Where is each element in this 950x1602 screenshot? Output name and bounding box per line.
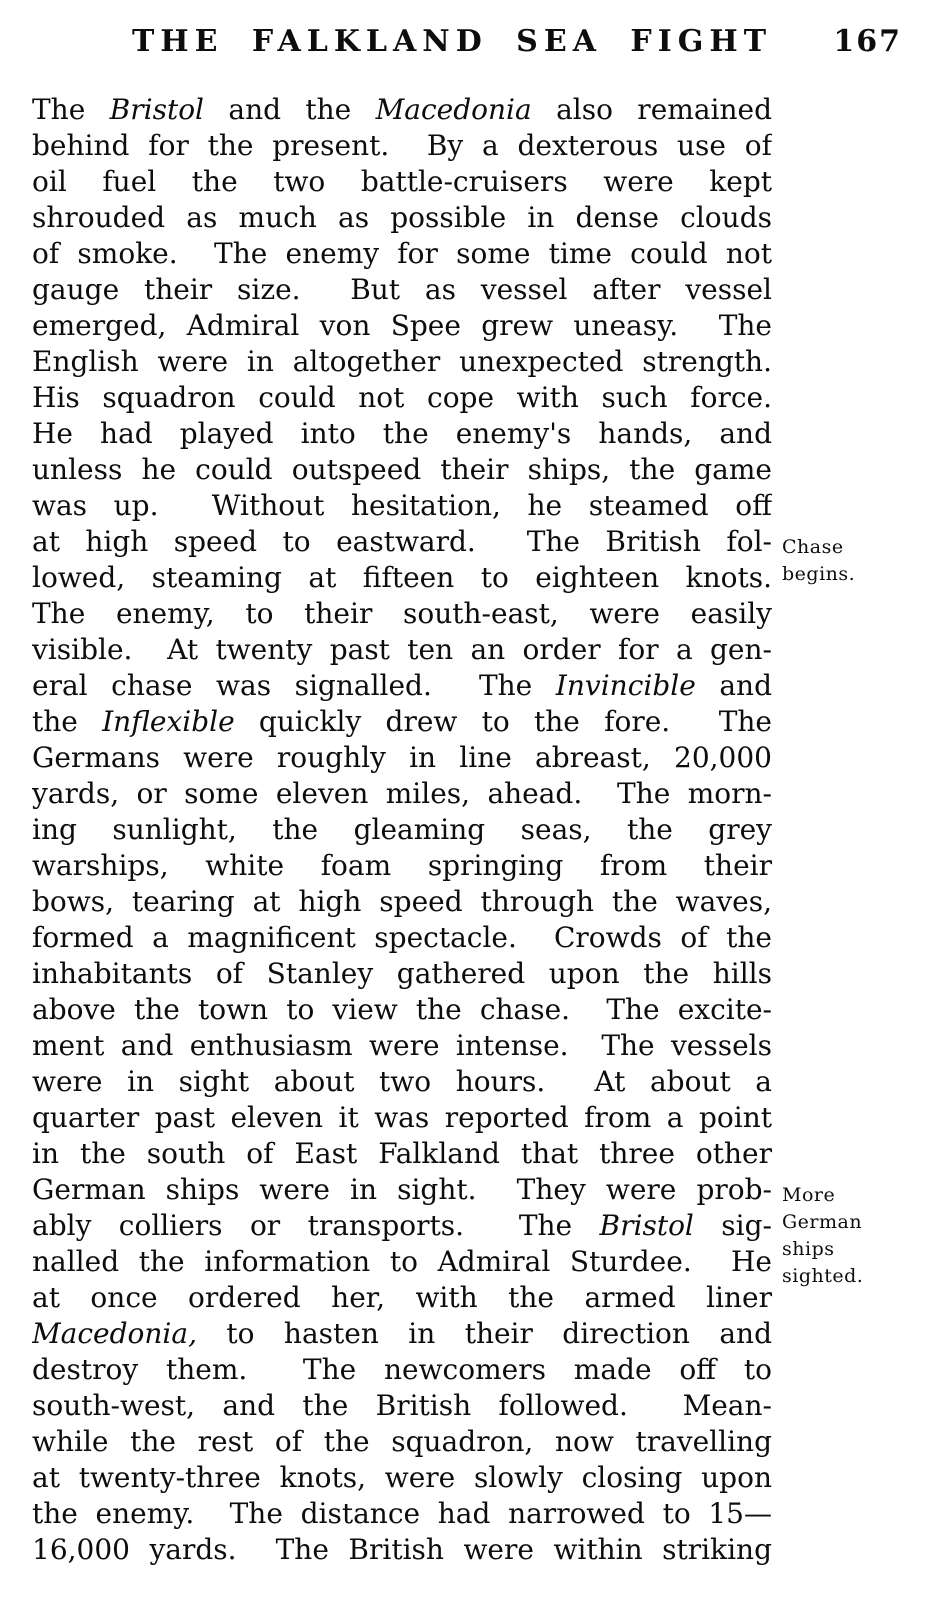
text-segment: quickly drew to the fore. The [234, 705, 772, 738]
text-line [32, 416, 772, 452]
text-line [32, 740, 772, 776]
text-line [32, 1172, 772, 1208]
margin-note-line: Chase [782, 536, 844, 558]
text-line [32, 488, 772, 524]
text-segment: Germans were roughly in line abreast, 20,000 [32, 741, 772, 774]
text-line [32, 1100, 772, 1136]
text-line [32, 200, 772, 236]
text-line [32, 344, 772, 380]
text-line [32, 272, 772, 308]
text-segment: south-west, and the British followed. Mean- [32, 1389, 772, 1422]
text-segment: formed a magnificent spectacle. Crowds of the [32, 921, 772, 954]
text-line [32, 1424, 772, 1460]
text-segment: was up. Without hesitation, he steamed off [32, 489, 772, 522]
text-line [32, 1244, 772, 1280]
text-segment: at high speed to eastward. The British fol- [32, 525, 772, 558]
text-segment: sig- [693, 1209, 772, 1242]
text-line [32, 380, 772, 416]
text-line [32, 1316, 772, 1352]
margin-note-line: More [782, 1184, 836, 1206]
text-segment: destroy them. The newcomers made off to [32, 1353, 772, 1386]
text-segment: His squadron could not cope with such force. [32, 381, 772, 414]
text-line [32, 1352, 772, 1388]
text-segment: emerged, Admiral von Spee grew uneasy. The [32, 309, 772, 342]
margin-note-line: ships [782, 1238, 835, 1260]
text-line [32, 128, 772, 164]
running-header [32, 24, 910, 64]
text-line [32, 1208, 772, 1244]
text-segment: The [32, 93, 110, 126]
text-line [32, 560, 772, 596]
text-segment: The enemy, to their south-east, were easily [32, 597, 772, 630]
text-segment: and [695, 669, 772, 702]
body-text [32, 92, 910, 1568]
text-segment: the [32, 705, 103, 738]
page-title: THE FALKLAND SEA FIGHT [131, 24, 773, 59]
text-segment: and the [204, 93, 376, 126]
text-segment: lowed, steaming at fifteen to eighteen knots. [32, 561, 772, 594]
text-segment: to hasten in their direction and [196, 1317, 772, 1350]
text-segment: bows, tearing at high speed through the waves, [32, 885, 772, 918]
ship-name-italic: Macedonia [375, 93, 532, 126]
text-segment: ing sunlight, the gleaming seas, the grey [32, 813, 772, 846]
text-segment: at twenty-three knots, were slowly closing upon [32, 1461, 772, 1494]
text-line [32, 992, 772, 1028]
text-line [32, 1388, 772, 1424]
margin-note-line: sighted. [782, 1265, 864, 1287]
margin-note-line: begins. [782, 563, 856, 585]
text-segment: were in sight about two hours. At about a [32, 1065, 772, 1098]
text-segment: unless he could outspeed their ships, the game [32, 453, 772, 486]
text-line [32, 956, 772, 992]
text-segment: of smoke. The enemy for some time could not [32, 237, 772, 270]
text-segment: warships, white foam springing from their [32, 849, 772, 882]
text-segment: also remained [531, 93, 772, 126]
note-more-german-ships [782, 1182, 910, 1290]
text-segment: 16,000 yards. The British were within striking [32, 1533, 772, 1566]
text-segment: inhabitants of Stanley gathered upon the hills [32, 957, 772, 990]
text-segment: above the town to view the chase. The excite- [32, 993, 772, 1026]
ship-name-italic: Inflexible [102, 705, 235, 738]
text-line [32, 1064, 772, 1100]
text-segment: eral chase was signalled. The [32, 669, 556, 702]
text-line [32, 452, 772, 488]
text-line [32, 668, 772, 704]
margin-note-line: German [782, 1211, 863, 1233]
text-line [32, 1532, 772, 1568]
text-segment: German ships were in sight. They were prob- [32, 1173, 772, 1206]
ship-name-italic: Bristol [599, 1209, 694, 1242]
text-line [32, 1460, 772, 1496]
note-chase-begins [782, 534, 910, 588]
text-line [32, 704, 772, 740]
text-segment: nalled the information to Admiral Sturdee. He [32, 1245, 772, 1278]
text-segment: quarter past eleven it was reported from a point [32, 1101, 772, 1134]
text-segment: behind for the present. By a dexterous use of [32, 129, 772, 162]
ship-name-italic: Macedonia, [32, 1317, 197, 1350]
text-segment: at once ordered her, with the armed liner [32, 1281, 772, 1314]
text-segment: shrouded as much as possible in dense clouds [32, 201, 772, 234]
text-segment: English were in altogether unexpected strength. [32, 345, 772, 378]
text-line [32, 1028, 772, 1064]
text-line [32, 164, 772, 200]
text-line [32, 596, 772, 632]
text-segment: yards, or some eleven miles, ahead. The morn- [32, 777, 772, 810]
ship-name-italic: Bristol [109, 93, 205, 126]
text-segment: He had played into the enemy's hands, and [32, 417, 772, 450]
text-line [32, 236, 772, 272]
text-line [32, 884, 772, 920]
text-line [32, 308, 772, 344]
text-segment: oil fuel the two battle-cruisers were kept [32, 165, 772, 198]
text-line [32, 524, 772, 560]
text-line [32, 920, 772, 956]
text-segment: in the south of East Falkland that three other [32, 1137, 772, 1170]
page-number: 167 [833, 24, 902, 59]
text-segment: visible. At twenty past ten an order for a gen- [32, 633, 772, 666]
text-line [32, 776, 772, 812]
text-segment: while the rest of the squadron, now travelling [32, 1425, 772, 1458]
text-line [32, 92, 772, 128]
text-segment: gauge their size. But as vessel after vessel [32, 273, 772, 306]
text-line [32, 1136, 772, 1172]
text-line [32, 1496, 772, 1532]
text-segment: ment and enthusiasm were intense. The vessels [32, 1029, 772, 1062]
text-segment: the enemy. The distance had narrowed to 15— [32, 1497, 772, 1530]
text-segment: ably colliers or transports. The [32, 1209, 600, 1242]
text-line [32, 848, 772, 884]
text-line [32, 1280, 772, 1316]
ship-name-italic: Invincible [555, 669, 696, 702]
text-line [32, 812, 772, 848]
text-line [32, 632, 772, 668]
